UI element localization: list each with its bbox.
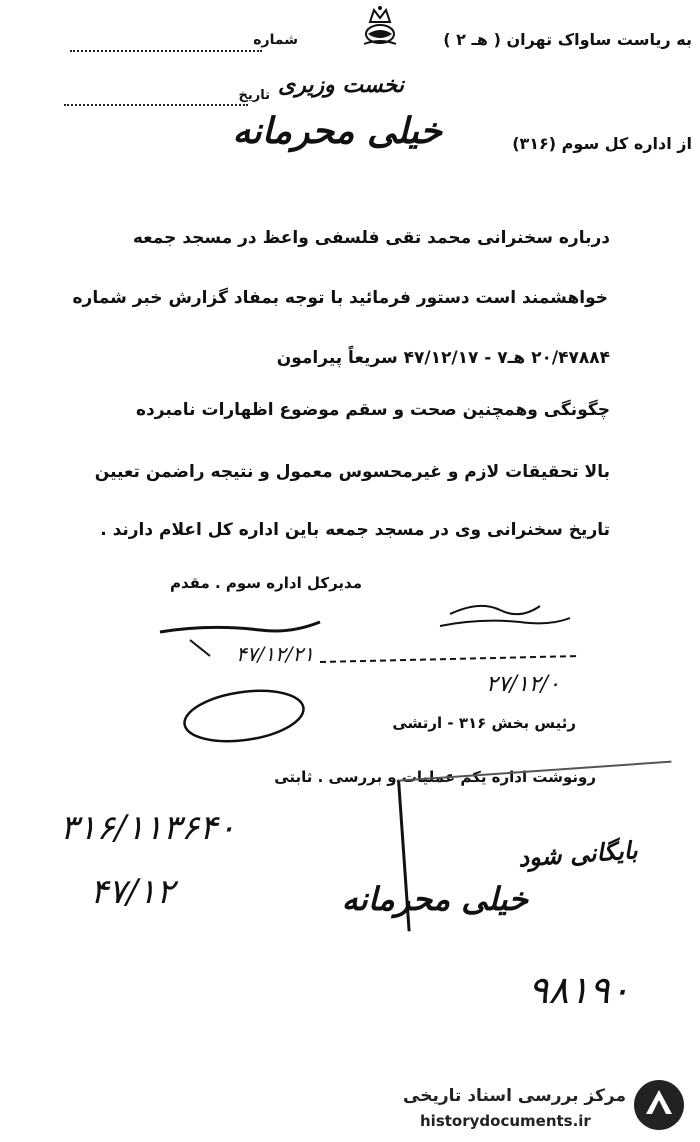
routing-line-2: رونوشت اداره یکم عملیات و بررسی . ثابتی [274,768,596,786]
page-number: ۹۸۱۹۰ [528,968,631,1012]
watermark-logo-icon [632,1078,686,1132]
classification-stamp: خیلی محرمانه [232,110,442,152]
body-line-4: چگونگی وهمچنین صحت و سقم موضوع اظهارات نامبرده [136,400,610,420]
signature-date: ۴۷/۱۲/۲۱ [236,642,314,666]
handwritten-number: ۲۷/۱۲/۰ [486,672,560,697]
date-label: تاریخ [238,88,270,103]
handwritten-date: ۴۷/۱۲ [90,872,175,912]
emblem-icon [356,4,404,48]
number-field-line [70,50,262,52]
body-line-2: خواهشمند است دستور فرمائید با توجه بمفاد گزارش خبر شماره [72,288,608,308]
from-line: از اداره کل سوم (۳۱۶) [512,134,692,153]
archive-stamp-text: بایگانی شود [517,835,639,873]
body-line-1: درباره سخنرانی محمد تقی فلسفی واعظ در مسجد جمعه [132,228,610,248]
handwritten-classification: خیلی محرمانه [341,880,528,918]
body-line-3: ۲۰/۴۷۸۸۴ هـ۷ - ۴۷/۱۲/۱۷ سریعاً پیرامون [276,348,610,368]
office-name: نخست وزیری [278,72,404,98]
signatory-title: مدیرکل اداره سوم . مقدم [170,574,362,592]
watermark-name: مرکز بررسی اسناد تاریخی [403,1086,626,1106]
body-line-6: تاریخ سخنرانی وی در مسجد جمعه باین اداره کل اعلام دارند . [100,520,610,540]
handwritten-file-number: ۳۱۶/۱۱۳۶۴۰ [60,808,236,848]
routing-line-1: رئیس بخش ۳۱۶ - ارتشی [392,714,576,732]
recipient-line: به ریاست ساواک تهران ( هـ ۲ ) [443,30,692,49]
routing-oval [176,686,316,748]
date-field-line [64,104,248,106]
watermark-url: historydocuments.ir [420,1112,591,1130]
number-label: شماره [253,32,298,48]
signature-scrawl [150,600,590,680]
body-line-5: بالا تحقیقات لازم و غیرمحسوس معمول و نتیجه راضمن تعیین [94,462,610,482]
